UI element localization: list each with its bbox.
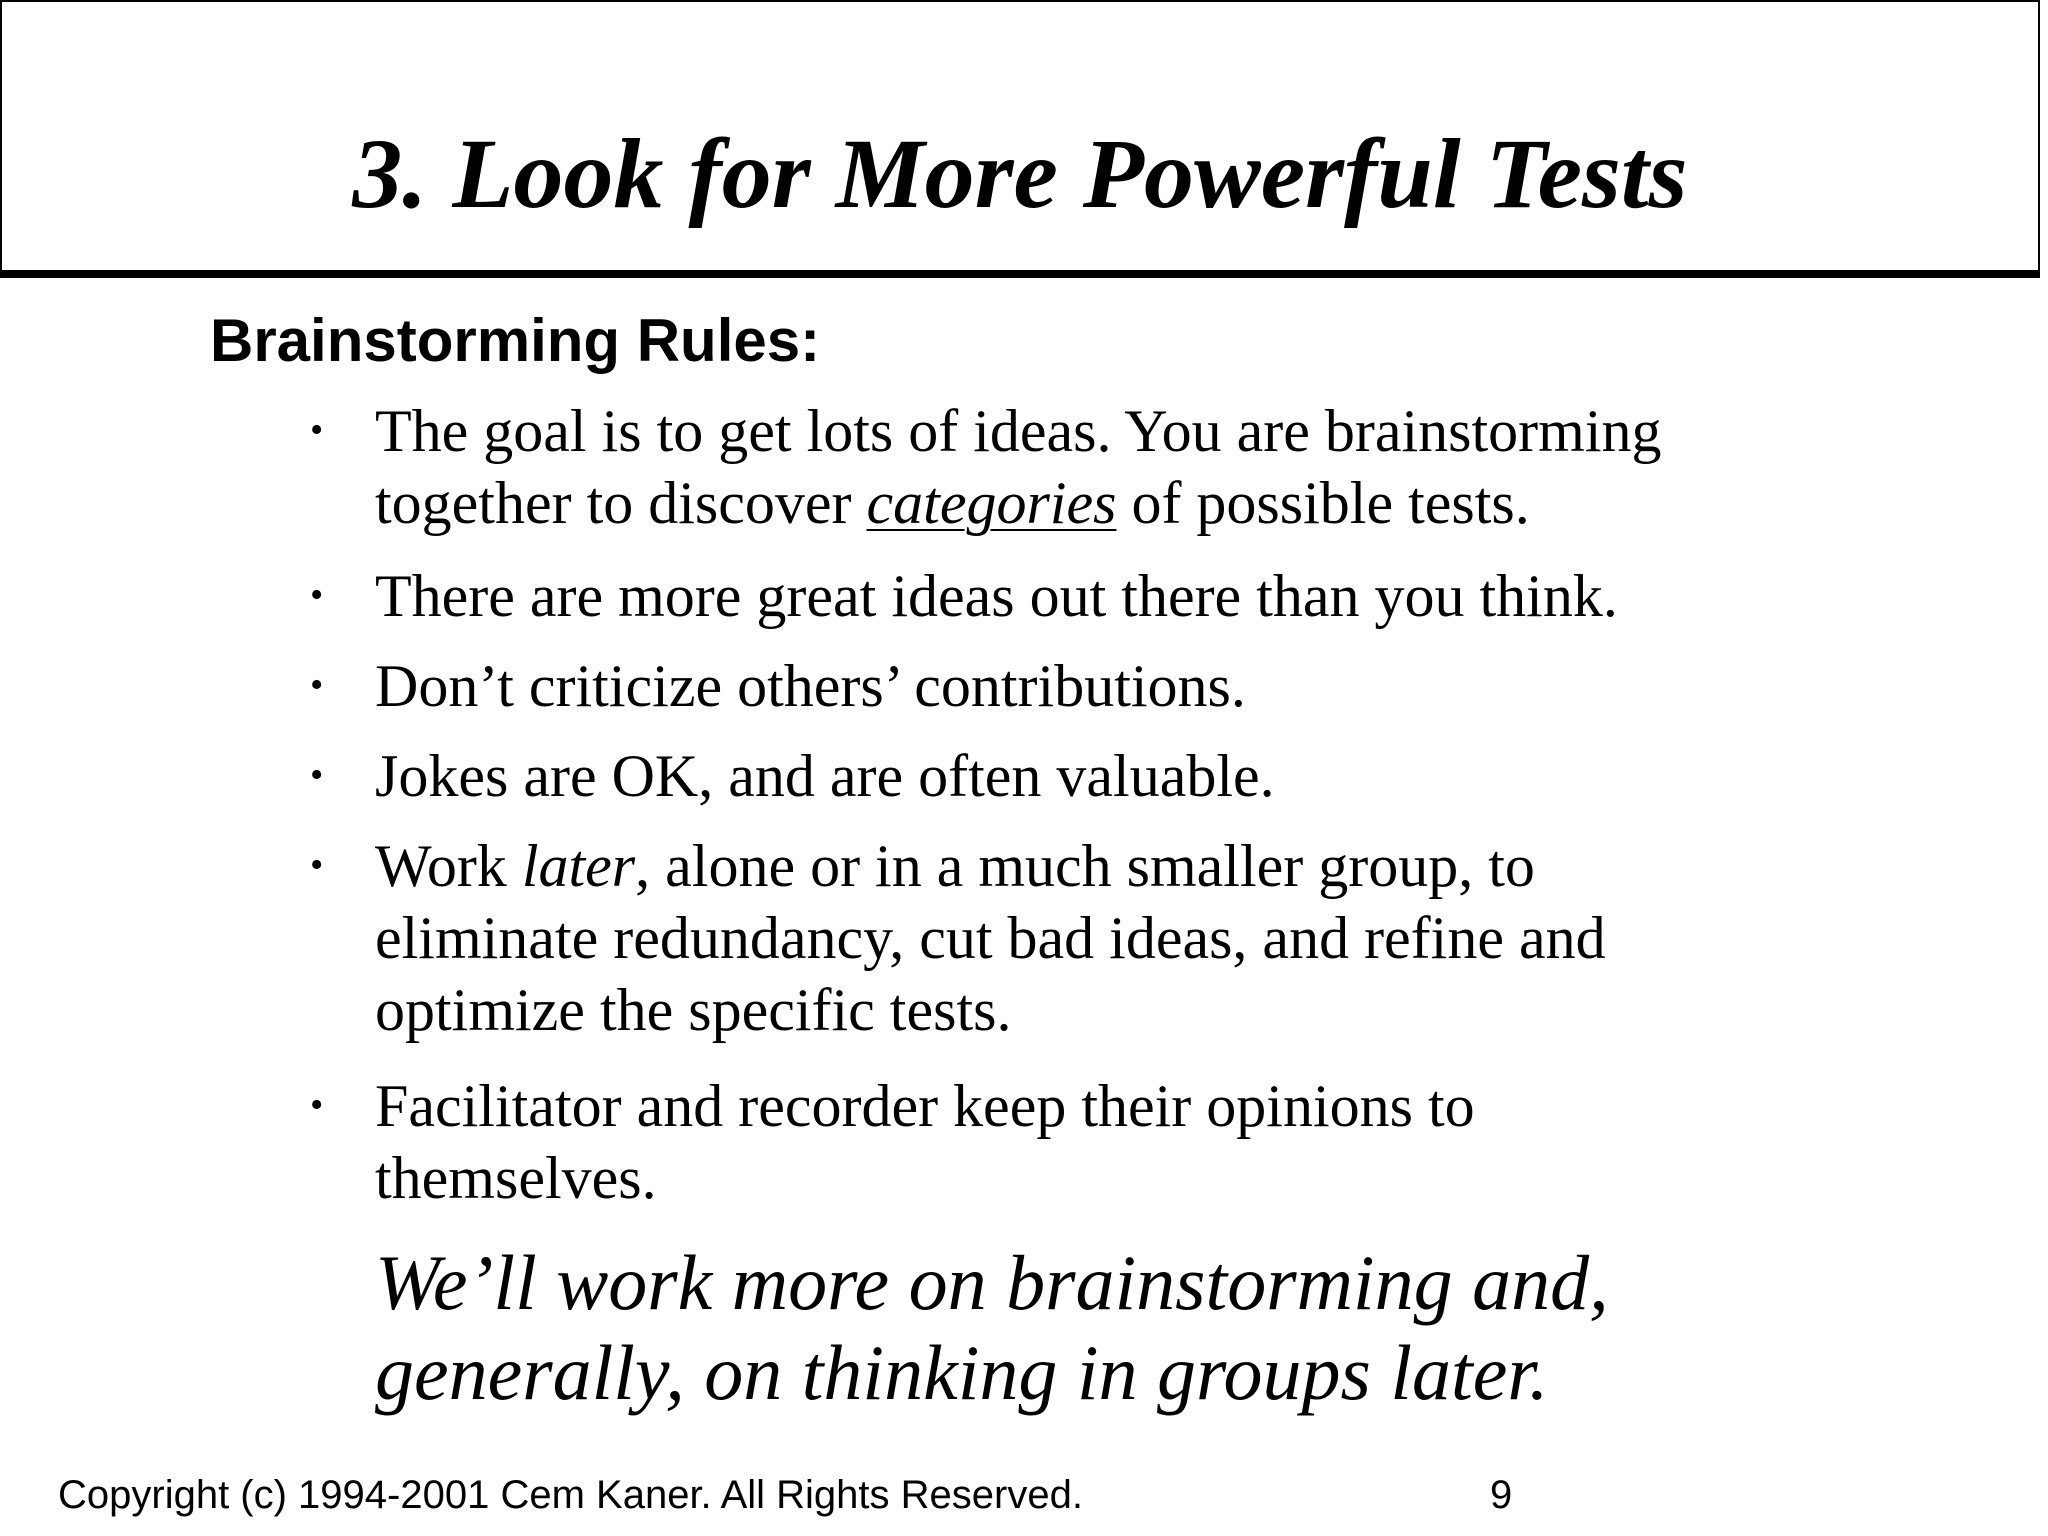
list-item-line: themselves.	[375, 1145, 657, 1211]
list-item	[375, 1070, 1935, 1214]
list-item-line: Facilitator and recorder keep their opinions to	[375, 1073, 1475, 1139]
list-item-line: There are more great ideas out there than you think.	[375, 563, 1618, 629]
text-run: Work	[375, 833, 522, 899]
bullet-marker: •	[310, 574, 324, 616]
closing-line: generally, on thinking in groups later.	[375, 1329, 1549, 1416]
list-item-line	[375, 467, 1935, 539]
list-item-line: eliminate redundancy, cut bad ideas, and refine and	[375, 905, 1606, 971]
list-item-line: optimize the specific tests.	[375, 977, 1012, 1043]
text-run: together to discover	[375, 470, 867, 536]
emphasized-word: later	[521, 833, 636, 899]
list-item	[375, 830, 1935, 1046]
bullet-marker: •	[310, 664, 324, 706]
list-item	[375, 560, 1935, 632]
bullet-marker: •	[310, 754, 324, 796]
list-item-line: The goal is to get lots of ideas. You are brainstorming	[375, 398, 1662, 464]
text-run: , alone or in a much smaller group, to	[635, 833, 1535, 899]
slide-title: 3. Look for More Powerful Tests	[352, 118, 1688, 229]
list-item-line: Jokes are OK, and are often valuable.	[375, 743, 1275, 809]
copyright-notice: Copyright (c) 1994-2001 Cem Kaner. All Rights Reserved.	[58, 1473, 1083, 1517]
section-heading: Brainstorming Rules:	[210, 307, 821, 374]
closing-remark	[375, 1238, 1609, 1418]
list-item	[375, 740, 1935, 812]
bullet-marker: •	[310, 844, 324, 886]
closing-line: We’ll work more on brainstorming and,	[375, 1239, 1609, 1326]
bullet-marker: •	[310, 1084, 324, 1126]
emphasized-word: categories	[866, 470, 1117, 536]
list-item-line: Don’t criticize others’ contributions.	[375, 653, 1246, 719]
title-box	[0, 0, 2040, 272]
page-number: 9	[1490, 1473, 1513, 1517]
list-item	[375, 395, 1935, 539]
list-item	[375, 650, 1935, 722]
bullet-marker: •	[310, 409, 324, 451]
text-run: of possible tests.	[1116, 470, 1530, 536]
list-item-line	[375, 830, 1935, 902]
